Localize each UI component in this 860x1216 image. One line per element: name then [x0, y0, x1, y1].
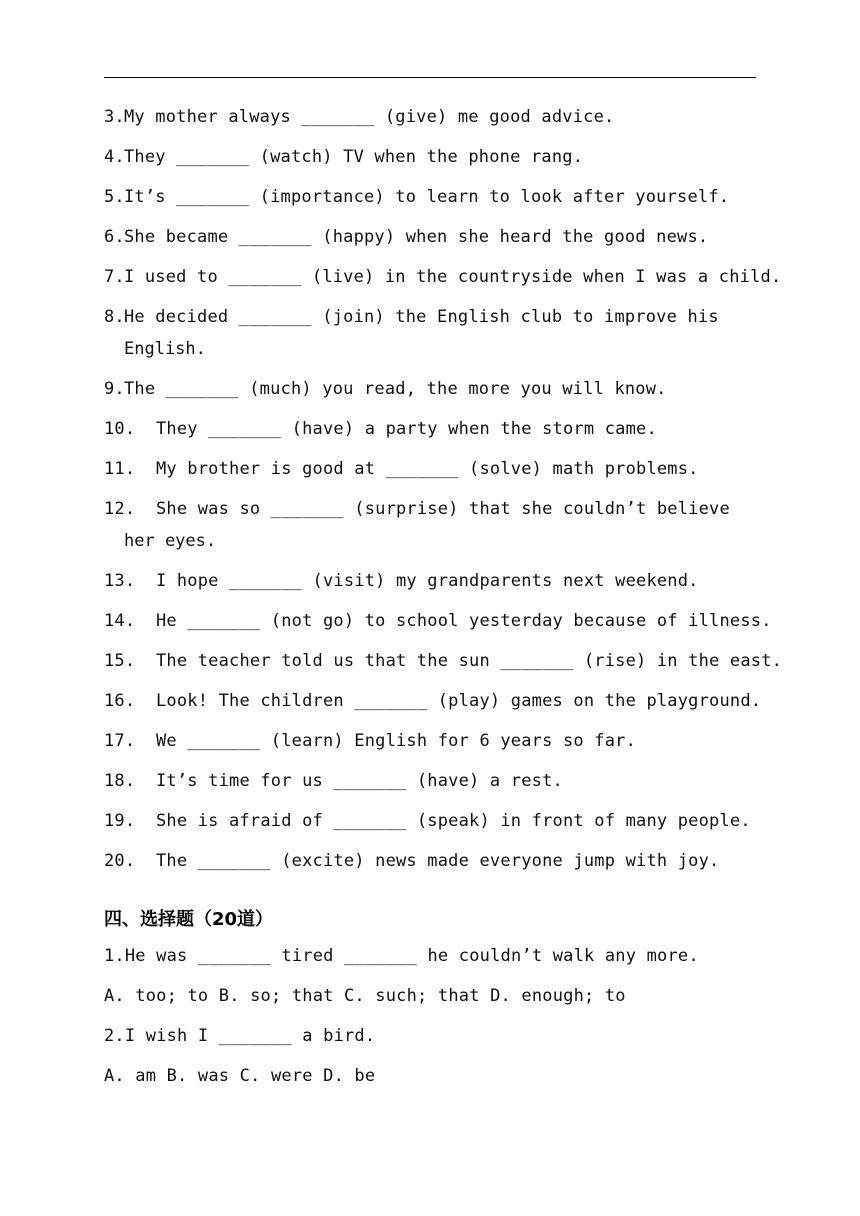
question-number: 15. — [104, 651, 136, 671]
question-10 — [104, 419, 657, 439]
question-9 — [104, 379, 667, 399]
question-text: It’s _______ (importance) to learn to look after yourself. — [124, 187, 730, 207]
section-heading: 四、选择题（20道） — [104, 909, 274, 930]
question-19 — [104, 811, 751, 831]
question-number: 18. — [104, 771, 136, 791]
question-number: 11. — [104, 459, 136, 479]
question-number: 10. — [104, 419, 136, 439]
choice-options-1: A. too; to B. so; that C. such; that D. enough; to — [104, 986, 626, 1006]
question-11 — [104, 459, 699, 479]
question-number: 6. — [104, 227, 125, 247]
question-text: He decided _______ (join) the English club to improve his — [124, 307, 719, 327]
question-text: The _______ (excite) news made everyone jump with joy. — [156, 851, 720, 871]
question-text: They _______ (watch) TV when the phone rang. — [124, 147, 584, 167]
question-8-continuation: English. — [124, 339, 206, 359]
question-18 — [104, 771, 563, 791]
question-number: 4. — [104, 147, 125, 167]
question-15 — [104, 651, 782, 671]
question-number: 16. — [104, 691, 136, 711]
question-text: She is afraid of _______ (speak) in front of many people. — [156, 811, 751, 831]
question-17 — [104, 731, 636, 751]
question-text: We _______ (learn) English for 6 years so far. — [156, 731, 637, 751]
question-6 — [104, 227, 708, 247]
question-3 — [104, 107, 614, 127]
question-number: 12. — [104, 499, 136, 519]
question-8 — [104, 307, 719, 327]
question-16 — [104, 691, 761, 711]
question-text: She was so _______ (surprise) that she couldn’t believe — [156, 499, 730, 519]
question-number: 19. — [104, 811, 136, 831]
question-text: The teacher told us that the sun _______ (rise) in the east. — [156, 651, 783, 671]
question-text: I hope _______ (visit) my grandparents next weekend. — [156, 571, 699, 591]
question-14 — [104, 611, 772, 631]
question-number: 3. — [104, 107, 125, 127]
question-text: It’s time for us _______ (have) a rest. — [156, 771, 563, 791]
choice-question-2: 2.I wish I _______ a bird. — [104, 1026, 376, 1046]
question-number: 17. — [104, 731, 136, 751]
question-number: 20. — [104, 851, 136, 871]
question-text: I used to _______ (live) in the countryside when I was a child. — [124, 267, 782, 287]
question-12 — [104, 499, 730, 519]
question-20 — [104, 851, 719, 871]
question-13 — [104, 571, 699, 591]
choice-question-1: 1.He was _______ tired _______ he couldn’t walk any more. — [104, 946, 699, 966]
question-4 — [104, 147, 583, 167]
question-12-continuation: her eyes. — [124, 531, 217, 551]
question-text: He _______ (not go) to school yesterday because of illness. — [156, 611, 772, 631]
choice-options-2: A. am B. was C. were D. be — [104, 1066, 376, 1086]
question-7 — [104, 267, 781, 287]
question-text: My mother always _______ (give) me good advice. — [124, 107, 615, 127]
question-5 — [104, 187, 729, 207]
question-text: My brother is good at _______ (solve) math problems. — [156, 459, 699, 479]
question-number: 9. — [104, 379, 125, 399]
question-text: They _______ (have) a party when the storm came. — [156, 419, 657, 439]
question-text: The _______ (much) you read, the more you will know. — [124, 379, 667, 399]
question-number: 14. — [104, 611, 136, 631]
question-text: Look! The children _______ (play) games on the playground. — [156, 691, 762, 711]
header-rule — [104, 77, 756, 78]
question-number: 7. — [104, 267, 125, 287]
question-number: 5. — [104, 187, 125, 207]
question-number: 8. — [104, 307, 125, 327]
question-text: She became _______ (happy) when she heard the good news. — [124, 227, 709, 247]
question-number: 13. — [104, 571, 136, 591]
